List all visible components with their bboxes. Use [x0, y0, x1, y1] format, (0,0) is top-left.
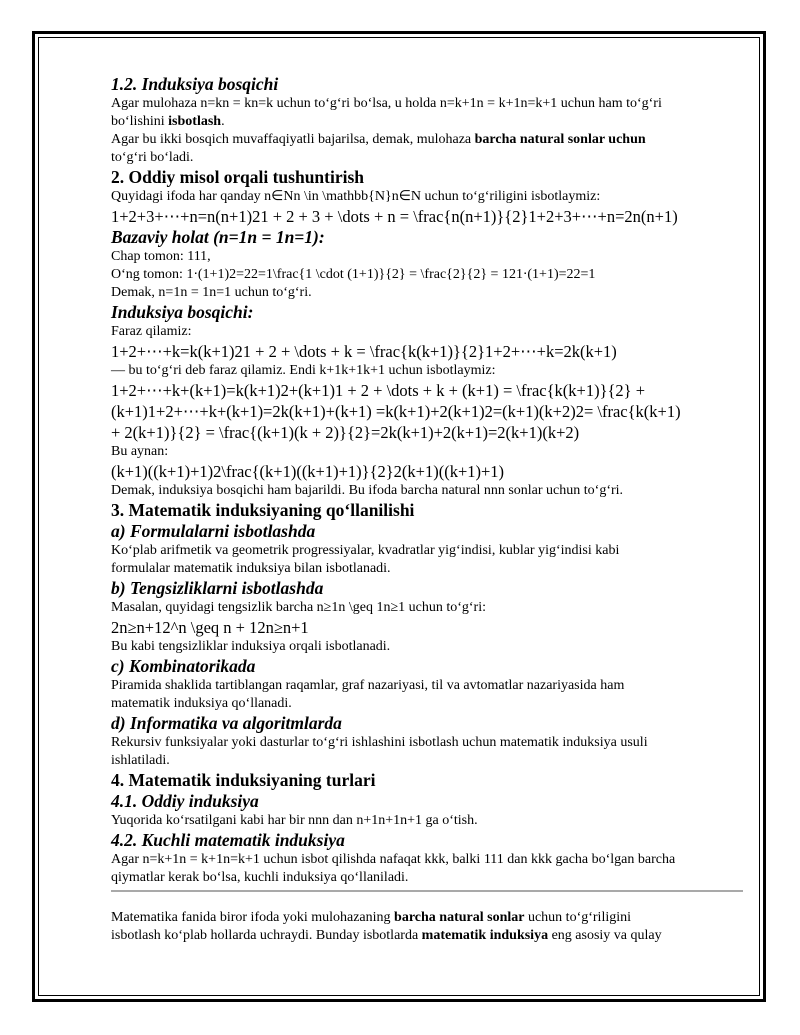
- text-line: Chap tomon: 111,: [111, 249, 211, 264]
- equation-line: (k+1)1+2+⋯+k+(k+1)=2k(k+1)+(k+1) =k(k+1)+2(k+1)2=(k+1)(k+2)2= \frac{k(k+1): [111, 402, 681, 421]
- text-line: Agar n=k+1n = k+1n=k+1 uchun isbot qilishda nafaqat kkk, balki 111 dan kkk gacha bo‘lgan barcha: [111, 852, 676, 867]
- text-line: Demak, induksiya bosqichi ham bajarildi. Bu ifoda barcha natural nnn sonlar uchun to‘g‘ri.: [111, 483, 624, 498]
- equation-line: 2n≥n+12^n \geq n + 12n≥n+1: [111, 618, 309, 637]
- text-line: Bu kabi tengsizliklar induksiya orqali isbotlanadi.: [111, 639, 391, 654]
- bold-text: matematik induksiya: [421, 928, 549, 943]
- text-line: [111, 927, 741, 945]
- text-line: Ko‘plab arifmetik va geometrik progressiyalar, kvadratlar yig‘indisi, kublar yig‘indisi kabi: [111, 543, 620, 558]
- main-text: [111, 74, 741, 887]
- text-line: Masalan, quyidagi tengsizlik barcha n≥1n \geq 1n≥1 uchun to‘g‘ri:: [111, 600, 486, 615]
- text-line: [111, 131, 741, 149]
- text-line: Piramida shaklida tartiblangan raqamlar, graf nazariyasi, til va avtomatlar nazariyasida ham: [111, 678, 625, 693]
- subsection-heading: 4.2. Kuchli matematik induksiya: [111, 830, 345, 850]
- subsection-heading: Bazaviy holat (n=1n = 1n=1):: [111, 227, 325, 247]
- text-span: eng asosiy va qulay: [548, 928, 662, 943]
- text-line: to‘g‘ri bo‘ladi.: [111, 150, 194, 165]
- text-span: isbotlash ko‘plab hollarda uchraydi. Bunday isbotlarda: [111, 928, 422, 943]
- subsection-heading: b) Tengsizliklarni isbotlashda: [111, 578, 324, 598]
- horizontal-rule: [111, 890, 743, 892]
- intro-paragraph: [111, 909, 741, 945]
- section-heading: 3. Matematik induksiyaning qo‘llanilishi: [111, 500, 415, 520]
- text-line: [111, 113, 741, 131]
- subsection-heading: 4.1. Oddiy induksiya: [111, 791, 259, 811]
- text-line: O‘ng tomon: 1⋅(1+1)2=22=1\frac{1 \cdot (1+1)}{2} = \frac{2}{2} = 121⋅(1+1)=22=1: [111, 267, 596, 282]
- equation-line: 1+2+3+⋯+n=n(n+1)21 + 2 + 3 + \dots + n = \frac{n(n+1)}{2}1+2+3+⋯+n=2n(n+1): [111, 207, 678, 226]
- text-span: Matematika fanida biror ifoda yoki mulohazaning: [111, 910, 395, 925]
- equation-line: 1+2+⋯+k=k(k+1)21 + 2 + \dots + k = \frac{k(k+1)}{2}1+2+⋯+k=2k(k+1): [111, 342, 617, 361]
- text-line: Yuqorida ko‘rsatilgani kabi har bir nnn dan n+1n+1n+1 ga o‘tish.: [111, 813, 478, 828]
- subsection-heading: Induksiya bosqichi:: [111, 302, 254, 322]
- section-heading: 4. Matematik induksiyaning turlari: [111, 770, 376, 790]
- document-body: [111, 74, 741, 945]
- subsection-heading: c) Kombinatorikada: [111, 656, 256, 676]
- bold-text: barcha natural sonlar uchun: [474, 132, 646, 147]
- equation-line: + 2(k+1)}{2} = \frac{(k+1)(k + 2)}{2}=2k(k+1)+2(k+1)=2(k+1)(k+2): [111, 423, 580, 442]
- text-line: Agar mulohaza n=kn = kn=k uchun to‘g‘ri bo‘lsa, u holda n=k+1n = k+1n=k+1 uchun ham to‘g‘ri: [111, 96, 662, 111]
- text-span: bo‘lishini: [111, 114, 169, 129]
- subsection-heading: d) Informatika va algoritmlarda: [111, 713, 342, 733]
- text-line: — bu to‘g‘ri deb faraz qilamiz. Endi k+1k+1k+1 uchun isbotlaymiz:: [111, 363, 496, 378]
- bold-text: isbotlash: [168, 114, 222, 129]
- text-span: .: [221, 114, 225, 129]
- text-span: uchun to‘g‘riligini: [524, 910, 632, 925]
- text-line: Quyidagi ifoda har qanday n∈Nn \in \mathbb{N}n∈N uchun to‘g‘riligini isbotlaymiz:: [111, 189, 601, 204]
- subsection-heading: 1.2. Induksiya bosqichi: [111, 74, 279, 94]
- bold-text: barcha natural sonlar: [394, 910, 525, 925]
- text-line: qiymatlar kerak bo‘lsa, kuchli induksiya qo‘llaniladi.: [111, 870, 409, 885]
- text-line: Bu aynan:: [111, 444, 169, 459]
- subsection-heading: a) Formulalarni isbotlashda: [111, 521, 316, 541]
- equation-line: (k+1)((k+1)+1)2\frac{(k+1)((k+1)+1)}{2}2(k+1)((k+1)+1): [111, 462, 505, 481]
- text-line: Rekursiv funksiyalar yoki dasturlar to‘g‘ri ishlashini isbotlash uchun matematik induksiya usuli: [111, 735, 648, 750]
- text-line: ishlatiladi.: [111, 753, 170, 768]
- section-heading: 2. Oddiy misol orqali tushuntirish: [111, 167, 365, 187]
- text-span: Agar bu ikki bosqich muvaffaqiyatli bajarilsa, demak, mulohaza: [111, 132, 475, 147]
- equation-line: 1+2+⋯+k+(k+1)=k(k+1)2+(k+1)1 + 2 + \dots + k + (k+1) = \frac{k(k+1)}{2} +: [111, 381, 646, 400]
- text-line: Demak, n=1n = 1n=1 uchun to‘g‘ri.: [111, 285, 312, 300]
- text-line: [111, 909, 741, 927]
- text-line: matematik induksiya qo‘llanadi.: [111, 696, 292, 711]
- text-line: formulalar matematik induksiya bilan isbotlanadi.: [111, 561, 391, 576]
- text-line: Faraz qilamiz:: [111, 324, 192, 339]
